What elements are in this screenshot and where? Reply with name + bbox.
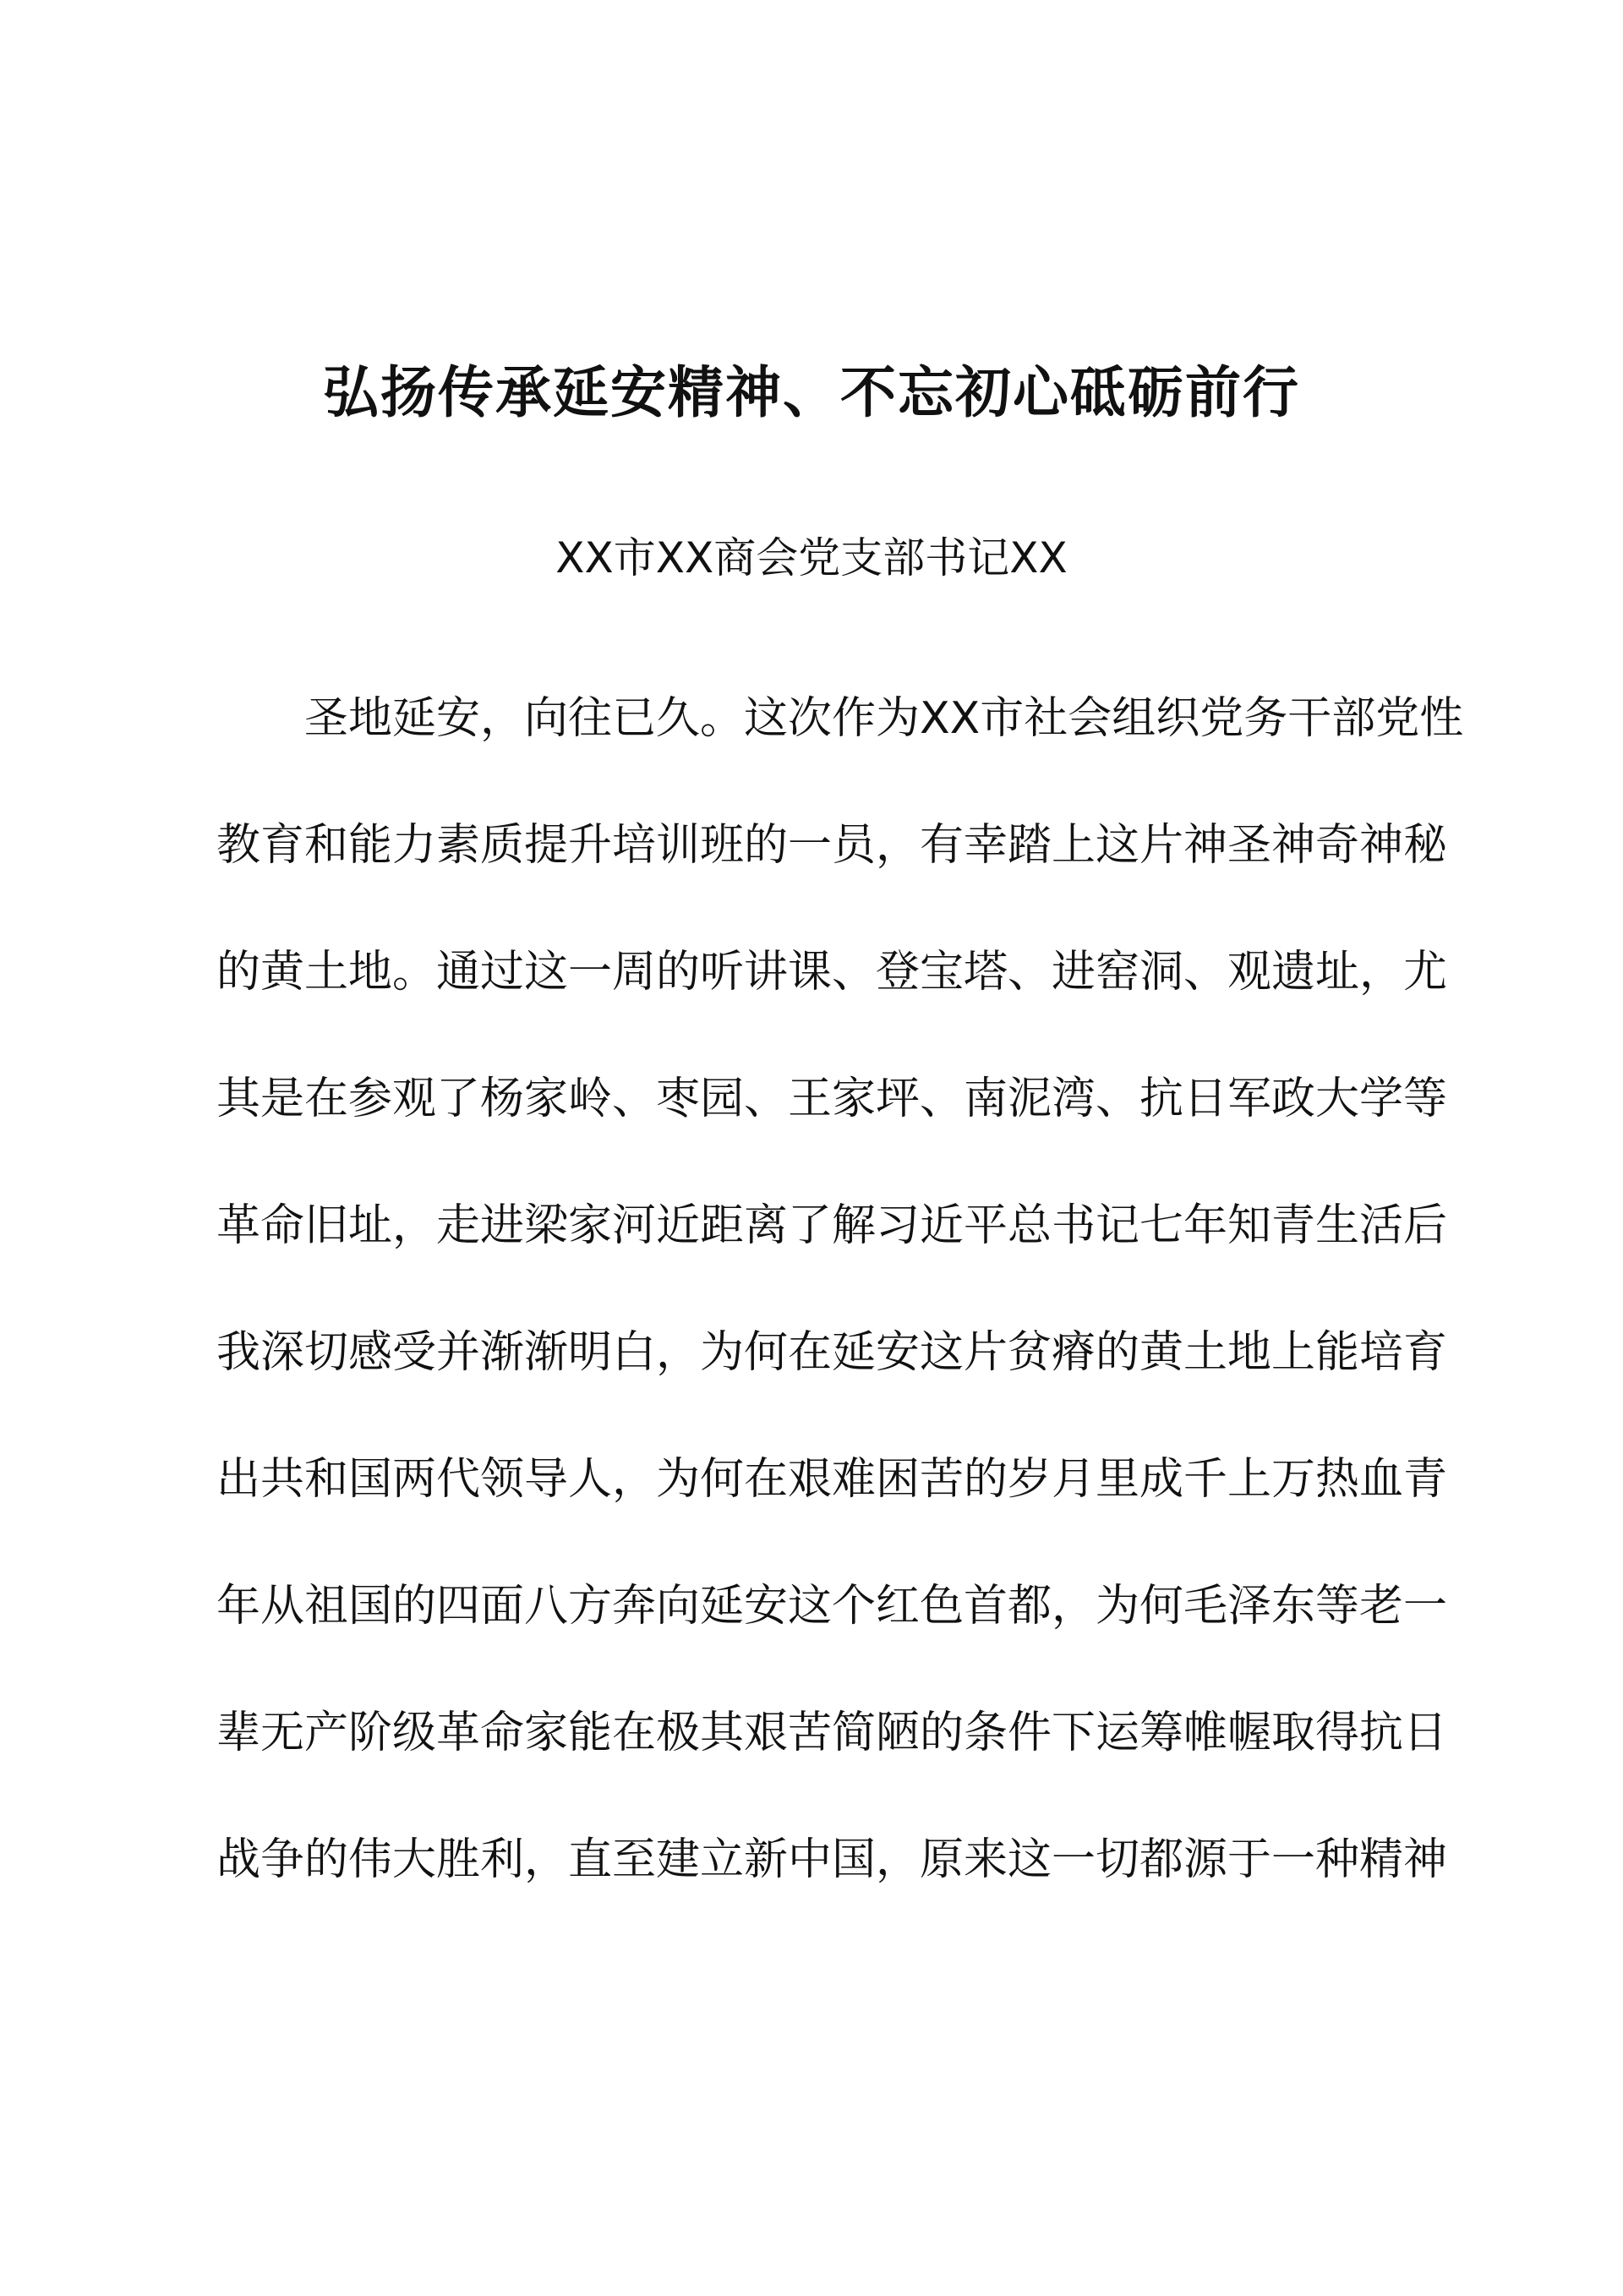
paragraph-line: 圣地延安，向往已久。这次作为XX市社会组织党务干部党性 xyxy=(304,693,1464,744)
paragraph-line: 年从祖国的四面八方奔向延安这个红色首都，为何毛泽东等老一 xyxy=(216,1581,1448,1632)
paragraph-line: 教育和能力素质提升培训班的一员，有幸踏上这片神圣神奇神秘 xyxy=(216,820,1448,871)
body-paragraph xyxy=(216,676,1464,1944)
paragraph-line: 辈无产阶级革命家能在极其艰苦简陋的条件下运筹帷幄取得抗日 xyxy=(216,1708,1448,1758)
paragraph-line: 革命旧址，走进梁家河近距离了解习近平总书记七年知青生活后 xyxy=(216,1200,1448,1251)
paragraph-line: 的黄土地。通过这一周的听讲课、登宝塔、进窑洞、观遗址，尤 xyxy=(216,947,1448,998)
author-line: XX市XX商会党支部书记XX xyxy=(555,533,1068,582)
paragraph-line: 战争的伟大胜利，直至建立新中国，原来这一切都源于一种精神 xyxy=(216,1834,1448,1885)
paragraph-line: 出共和国两代领导人，为何在艰难困苦的岁月里成千上万热血青 xyxy=(216,1454,1448,1505)
document-title: 弘扬传承延安精神、不忘初心砥砺前行 xyxy=(323,360,1300,425)
paragraph-line: 其是在参观了杨家岭、枣园、王家坪、南泥湾、抗日军政大学等 xyxy=(216,1074,1448,1124)
paragraph-line: 我深切感受并渐渐明白，为何在延安这片贫瘠的黄土地上能培育 xyxy=(216,1327,1448,1378)
